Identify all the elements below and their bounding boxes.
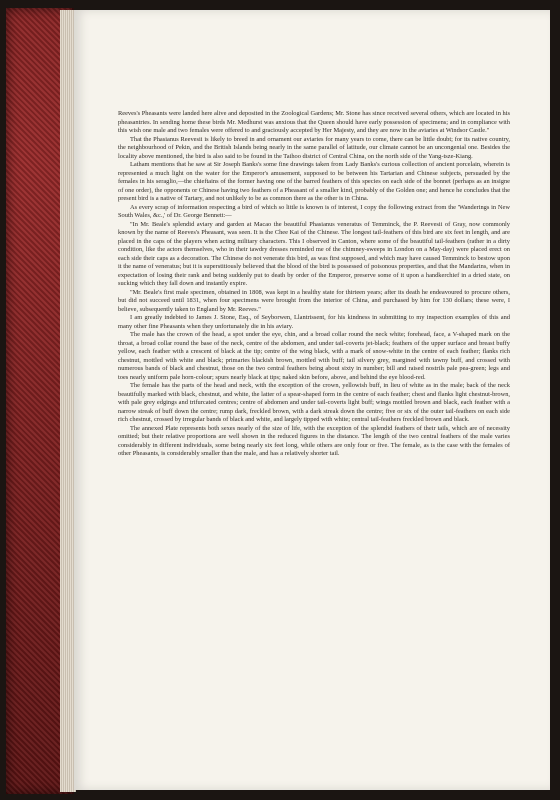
paragraph: That the Phasianus Reevesii is likely to breed in and ornament our aviaries for many years to come, there can be little doubt; for its native country, the neighbourhood of Pekin, and the British Islands being nearly in the same parallel of latitude, our climate cannot be an uncongenial one. Besides the locality above mentioned, the bird is also said to be found in the Taihoo district of Central China, on the north side of the Yang-tsze-Kiang. — [118, 135, 510, 160]
paragraph: I am greatly indebted to James J. Stone, Esq., of Seyborwen, Llantrissent, for his kindness in submitting to my inspection examples of this and many other fine Pheasants when they unfortunately die in his aviary. — [118, 314, 510, 330]
paragraph: Reeves's Pheasants were landed here alive and deposited in the Zoological Gardens; Mr. Stone has since received several others, which are located in his pheasantries. In sending home these birds Mr. Medhurst was anxious that the Queen should have early possession of specimens; and in compliance with this wish one male and two females were offered to and graciously accepted by Her Majesty, and they are now in the aviaries at Windsor Castle." — [118, 110, 510, 134]
book-page — [74, 10, 550, 790]
quote-paragraph: "In Mr. Beale's splendid aviary and garden at Macao the beautiful Phasianus veneratus of Temminck, the P. Reevesii of Gray, now commonly known by the name of Reeves's Pheasant, was seen. It is the Chee Kai of the Chinese. The longest tail-feathers of this bird are six feet in length, and are placed in the caps of the players when acting military characters. This I observed in Canton, where some of the beautiful tail-feathers (rather in a dirty condition, like the actors themselves, who in their tawdry dresses reminded me of the chimney-sweeps in London on a May-day) were placed erect on each side their caps as a decoration. The Chinese do not venerate this bird, as was first supposed, and which may have caused Temminck to bestow upon it the name of veneratus; but it is superstitiously believed that the blood of the bird is possessed of poisonous properties, and that the Mandarins, when in expectation of losing their rank and being suddenly put to death by order of the Emperor, preserve some of it upon a handkerchief in a dried state, on sucking which they fall down and instantly expire. — [118, 220, 510, 287]
paragraph: The annexed Plate represents both sexes nearly of the size of life, with the exception of the splendid feathers of their tails, which are of necessity omitted; but their relative proportions are well shown in the reduced figures in the distance. The length of the two central feathers of the male varies considerably in different individuals, some being nearly six feet long, while others are only four or five. The female, as is the case with the females of other Pheasants, is considerably smaller than the male, and has a relatively shorter tail. — [118, 424, 510, 457]
paragraph: The female has the parts of the head and neck, with the exception of the crown, yellowish buff, in lieu of white as in the male; back of the neck beautifully marked with black, chestnut, and white, the latter of a spear-shaped form in the centre of each feather; chest and flanks light chestnut-brown, with pale grey edgings and trifurcated centres; centre of abdomen and under tail-coverts light buff; wings mottled brown and black, each feather with a narrow streak of buff down the centre; rump dark, freckled brown, with a dark streak down the centre; five or six of the outer tail-feathers on each side rich chestnut, crossed by irregular bands of black and white, and largely tipped with white; central tail-feathers freckled brown and black. — [118, 382, 510, 423]
paragraph: As every scrap of information respecting a bird of which so little is known is of interest, I copy the following extract from the 'Wanderings in New South Wales, &c.,' of Dr. George Bennett:— — [118, 203, 510, 219]
paragraph: The male has the crown of the head, a spot under the eye, chin, and a broad collar round the neck white; forehead, face, a V-shaped mark on the throat, a broad collar round the base of the neck, centre of the abdomen, and under tail-coverts jet-black; feathers of the upper surface and breast buffy yellow, each feather with a crescent of black at the tip; centre of the wing black, with a mark of snow-white in the centre of each feather; flanks rich chestnut, mottled with white and black; primaries blackish brown, mottled with buff; tail silvery grey, margined with tawny buff, and crossed with numerous bands of black and chestnut, those on the two central feathers being about sixty in number; bill and raised nostrils pale pea-green; legs and toes nearly uniform pale horn-colour; spurs nearly black at tips; naked skin before, above, and behind the eye blood-red. — [118, 331, 510, 381]
paragraph: Latham mentions that he saw at Sir Joseph Banks's some fine drawings taken from Lady Banks's curious collection of ancient porcelain, wherein is represented a much light on the water for the Emperor's amusement, supposed to be between his Tartarian and Chinese subjects, persuaded by the females in his seraglio,—the chieftains of the former having one of the barred feathers of this species on each side of the bonnet (perhaps as an insigne of one order), the opponents or Chinese having two feathers of a Pheasant of a smaller kind, probably of the Golden one; and hence he concludes that the present bird is a native of Tartary, and not unlikely to be as common there as the other is in China. — [118, 161, 510, 202]
body-text — [118, 110, 510, 459]
quote-paragraph: "Mr. Beale's first male specimen, obtained in 1808, was kept in a healthy state for thirteen years; after its death he endeavoured to procure others, but did not succeed until 1831, when four specimens were brought from the interior of China, and purchased by him for 130 dollars; these were, I believe, subsequently taken to England by Mr. Reeves." — [118, 288, 510, 313]
